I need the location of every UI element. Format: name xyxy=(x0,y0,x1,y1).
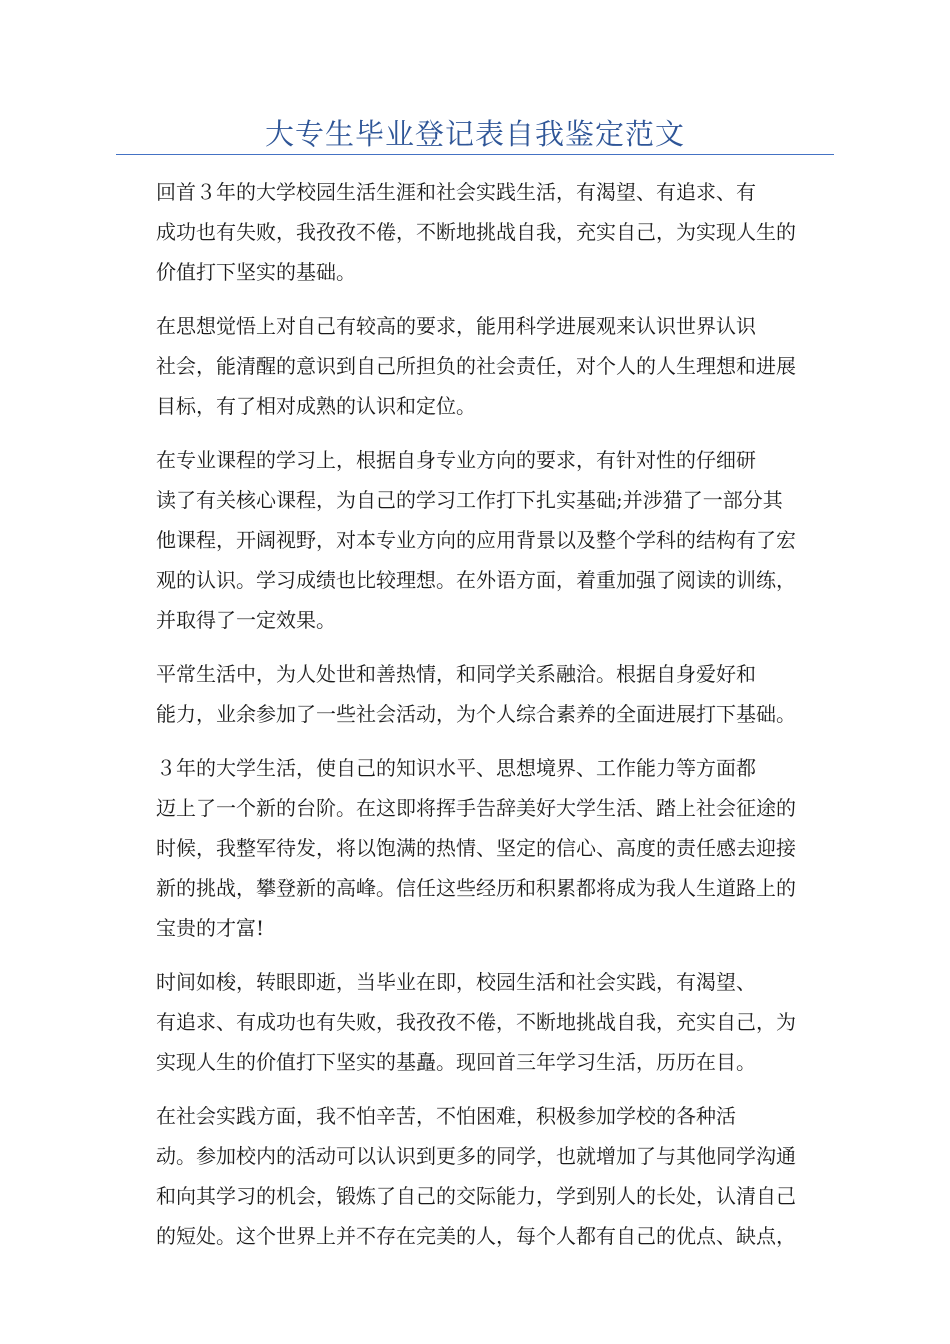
paragraph-line: 能力，业余参加了一些社会活动，为个人综合素养的全面进展打下基础。 xyxy=(156,702,796,726)
paragraph-4 xyxy=(116,654,834,734)
paragraph-2 xyxy=(116,306,834,426)
paragraph-line: 在思想觉悟上对自己有较高的要求，能用科学进展观来认识世界认识 xyxy=(156,314,756,338)
paragraph-line: 的短处。这个世界上并不存在完美的人，每个人都有自己的优点、缺点， xyxy=(156,1224,796,1248)
paragraph-line: 读了有关核心课程，为自己的学习工作打下扎实基础;并涉猎了一部分其 xyxy=(156,488,783,512)
paragraph-line: 有追求、有成功也有失败，我孜孜不倦，不断地挑战自我，充实自己，为 xyxy=(156,1010,796,1034)
paragraph-line: 迈上了一个新的台阶。在这即将挥手告辞美好大学生活、踏上社会征途的 xyxy=(156,796,796,820)
paragraph-line: 成功也有失败，我孜孜不倦，不断地挑战自我，充实自己，为实现人生的 xyxy=(156,220,796,244)
paragraph-3 xyxy=(116,440,834,640)
paragraph-line: 回首３年的大学校园生活生涯和社会实践生活，有渴望、有追求、有 xyxy=(156,180,756,204)
paragraph-line: 在专业课程的学习上，根据自身专业方向的要求，有针对性的仔细研 xyxy=(156,448,756,472)
paragraph-line: 目标，有了相对成熟的认识和定位。 xyxy=(156,394,476,418)
paragraph-line: 宝贵的才富! xyxy=(156,916,265,940)
paragraph-line: ３年的大学生活，使自己的知识水平、思想境界、工作能力等方面都 xyxy=(156,756,756,780)
paragraph-line: 社会，能清醒的意识到自己所担负的社会责任，对个人的人生理想和进展 xyxy=(156,354,796,378)
paragraph-line: 和向其学习的机会，锻炼了自己的交际能力，学到别人的长处，认清自己 xyxy=(156,1184,796,1208)
paragraph-line: 动。参加校内的活动可以认识到更多的同学，也就增加了与其他同学沟通 xyxy=(156,1144,796,1168)
paragraph-5 xyxy=(116,748,834,948)
paragraph-line: 在社会实践方面，我不怕辛苦，不怕困难，积极参加学校的各种活 xyxy=(156,1104,736,1128)
paragraph-line: 平常生活中，为人处世和善热情，和同学关系融洽。根据自身爱好和 xyxy=(156,662,756,686)
title-underline xyxy=(116,154,834,155)
paragraph-line: 并取得了一定效果。 xyxy=(156,608,336,632)
paragraph-7 xyxy=(116,1096,834,1256)
document-title: 大专生毕业登记表自我鉴定范文 xyxy=(264,117,685,151)
paragraph-line: 他课程，开阔视野，对本专业方向的应用背景以及整个学科的结构有了宏 xyxy=(156,528,796,552)
paragraph-6 xyxy=(116,962,834,1082)
paragraph-1 xyxy=(116,172,834,292)
paragraph-line: 实现人生的价值打下坚实的基矗。现回首三年学习生活，历历在目。 xyxy=(156,1050,756,1074)
paragraph-line: 时候，我整军待发，将以饱满的热情、坚定的信心、高度的责任感去迎接 xyxy=(156,836,796,860)
paragraph-line: 时间如梭，转眼即逝，当毕业在即，校园生活和社会实践，有渴望、 xyxy=(156,970,756,994)
paragraph-line: 价值打下坚实的基础。 xyxy=(156,260,356,284)
paragraph-line: 观的认识。学习成绩也比较理想。在外语方面，着重加强了阅读的训练， xyxy=(156,568,796,592)
document-body xyxy=(116,172,834,1270)
paragraph-line: 新的挑战，攀登新的高峰。信任这些经历和积累都将成为我人生道路上的 xyxy=(156,876,796,900)
